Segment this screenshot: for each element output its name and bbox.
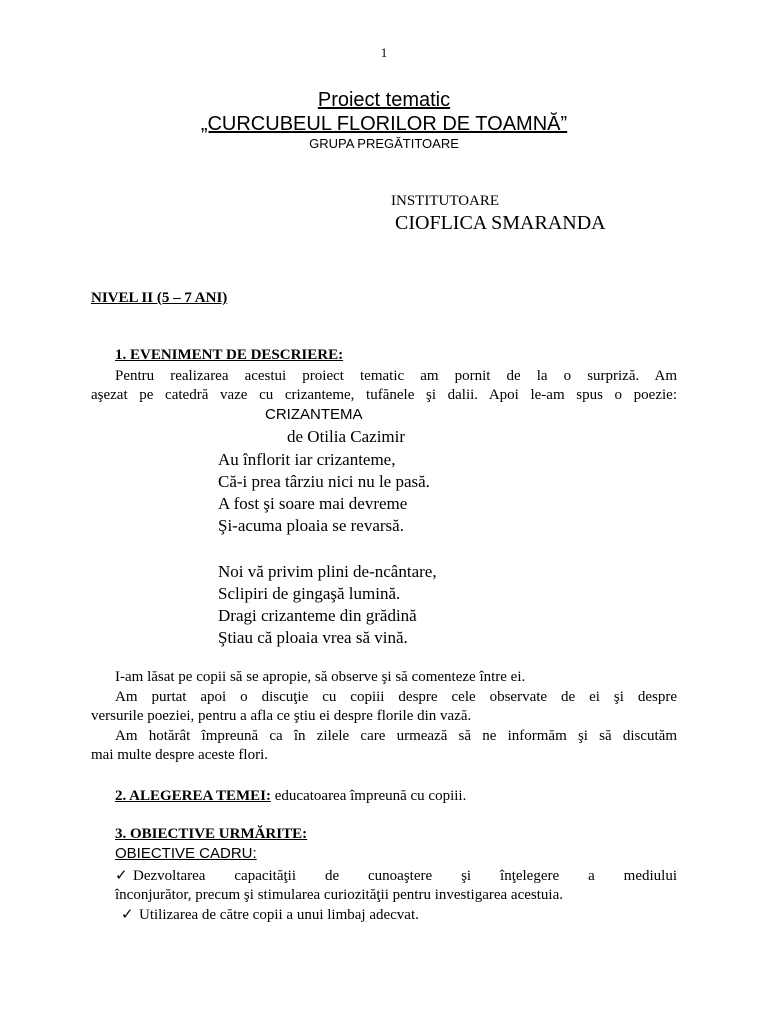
poem-line: Dragi crizanteme din grădină xyxy=(218,606,417,625)
intro-line1: Pentru realizarea acestui proiect tematic am pornit de la o surpriză. Am xyxy=(115,368,677,384)
poem-line: Şi-acuma ploaia se revarsă. xyxy=(218,516,404,535)
section1-heading: 1. EVENIMENT DE DESCRIERE: xyxy=(115,347,344,363)
author-role: INSTITUTOARE xyxy=(391,193,500,209)
objectives-subheading: OBIECTIVE CADRU: xyxy=(115,845,257,862)
paragraph-discussion-line1: Am purtat apoi o discuţie cu copiii despre cele observate de ei şi despre xyxy=(115,689,677,705)
objective-item-1-line1 xyxy=(115,867,677,886)
objective-item-1-line2: înconjurător, precum şi stimularea curiozităţii pentru investigarea acestuia. xyxy=(115,887,563,903)
author-name: CIOFLICA SMARANDA xyxy=(395,212,606,234)
intro-line2: aşezat pe catedră vaze cu crizanteme, tufănele şi dalii. Apoi le-am spus o poezie: xyxy=(91,387,677,403)
poem-line: Ştiau că ploaia vrea să vină. xyxy=(218,628,408,647)
project-label: Proiect tematic xyxy=(317,89,451,111)
section2 xyxy=(115,788,466,805)
group-label: GRUPA PREGĂTITOARE xyxy=(309,136,459,151)
page-number: 1 xyxy=(380,45,388,60)
paragraph-observe: I-am lăsat pe copii să se apropie, să observe şi să comenteze între ei. xyxy=(115,669,526,685)
poem-line: A fost şi soare mai devreme xyxy=(218,494,408,513)
section2-heading: 2. ALEGEREA TEMEI: xyxy=(115,788,272,804)
paragraph-decision-line2: mai multe despre aceste flori. xyxy=(91,747,269,763)
level-heading: NIVEL II (5 – 7 ANI) xyxy=(91,290,228,306)
objective-item-2 xyxy=(121,906,683,925)
project-title: „CURCUBEUL FLORILOR DE TOAMNĂ” xyxy=(200,113,568,135)
paragraph-decision-line1: Am hotărât împreună ca în zilele care urmează să ne informăm şi să discutăm xyxy=(115,728,677,744)
poem-line: Sclipiri de gingaşă lumină. xyxy=(218,584,401,603)
section2-text: educatoarea împreună cu copiii. xyxy=(271,788,467,804)
poem-line: Noi vă privim plini de-ncântare, xyxy=(218,562,437,581)
objective-item-2-text: Utilizarea de către copii a unui limbaj adecvat. xyxy=(139,907,419,923)
checkmark-icon: ✓ xyxy=(121,907,134,923)
poem-line: Au înflorit iar crizanteme, xyxy=(218,450,396,469)
objective-item-1-text: Dezvoltarea capacităţii de cunoaştere şi înţelegere a mediului xyxy=(133,868,677,884)
poem-title: CRIZANTEMA xyxy=(265,406,363,423)
poem-line: Că-i prea târziu nici nu le pasă. xyxy=(218,472,430,491)
poem-author: de Otilia Cazimir xyxy=(287,427,406,446)
section3-heading: 3. OBIECTIVE URMĂRITE: xyxy=(115,826,308,842)
checkmark-icon: ✓ xyxy=(115,868,128,884)
paragraph-discussion-line2: versurile poeziei, pentru a afla ce ştiu ei despre florile din vază. xyxy=(91,708,472,724)
